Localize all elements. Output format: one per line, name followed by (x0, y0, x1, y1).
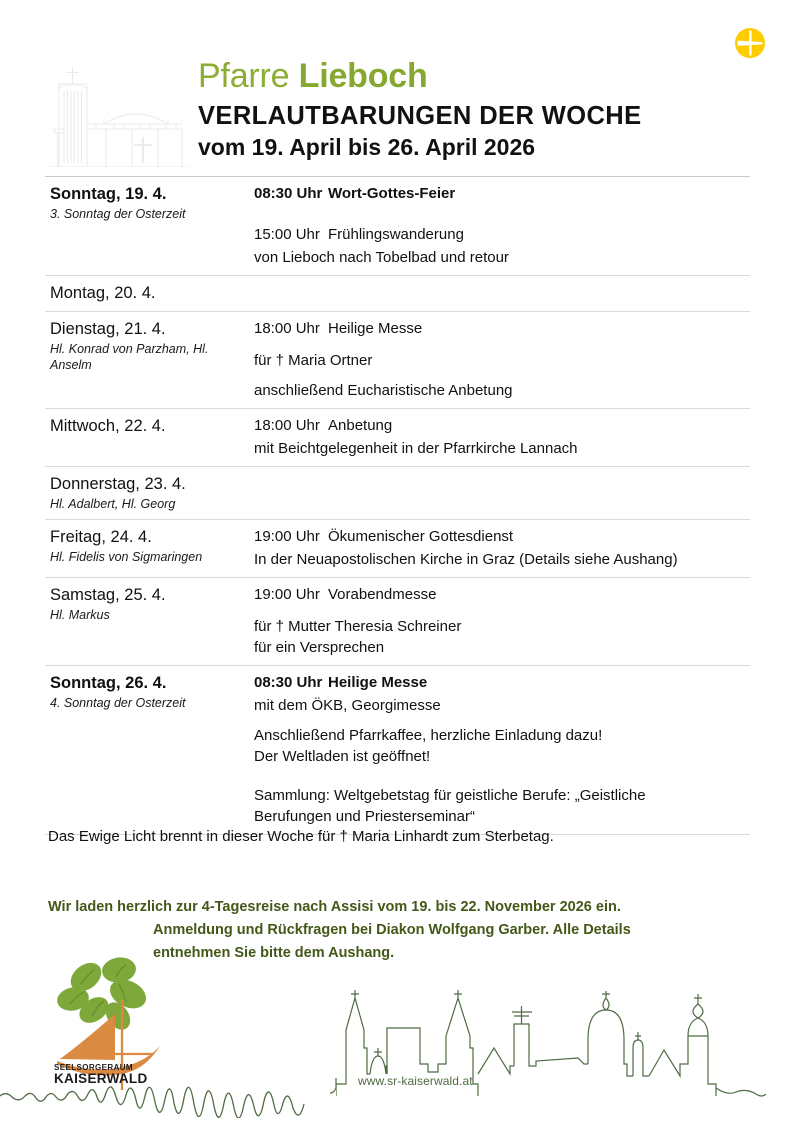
website-url: www.sr-kaiserwald.at (358, 1074, 473, 1088)
schedule-events-cell (250, 672, 750, 827)
logo-name-bottom: KAISERWALD (54, 1071, 148, 1086)
announcement-line-1: Wir laden herzlich zur 4-Tagesreise nach Assisi vom 19. bis 22. November 2026 ein. (48, 899, 621, 915)
schedule-day-cell (45, 318, 250, 373)
event-title: Frühlingswanderung (328, 226, 464, 243)
schedule-events-cell (250, 318, 750, 401)
event-detail-line: mit dem ÖKB, Georgimesse (254, 697, 441, 714)
announcement-line-3: entnehmen Sie bitte dem Aushang. (153, 945, 395, 961)
schedule-row (45, 409, 750, 467)
schedule-day-cell (45, 672, 250, 711)
event-title: Wort-Gottes-Feier (328, 185, 456, 202)
spacer (254, 767, 750, 785)
day-label: Samstag, 25. 4. (50, 586, 166, 604)
schedule-row (45, 520, 750, 578)
event-entry (254, 183, 750, 204)
weekly-schedule-table (45, 176, 750, 835)
page-subtitle: VERLAUTBARUNGEN DER WOCHE (198, 102, 642, 130)
forest-ground-line (0, 1078, 795, 1118)
event-detail-line: für ein Versprechen (254, 639, 385, 656)
event-title: Heilige Messe (328, 320, 423, 337)
schedule-row (45, 578, 750, 666)
eternal-light-note: Das Ewige Licht brennt in dieser Woche für † Maria Linhardt zum Sterbetag. (48, 828, 554, 845)
day-saint-note: Hl. Markus (50, 608, 110, 622)
spacer (254, 607, 750, 616)
event-entry (254, 318, 750, 339)
day-saint-note: Hl. Adalbert, Hl. Georg (50, 497, 176, 511)
spacer (254, 206, 750, 224)
event-detail-line: Berufungen und Priesterseminar“ (254, 808, 475, 825)
event-title: Heilige Messe (328, 674, 428, 691)
parish-prefix: Pfarre (198, 57, 299, 95)
schedule-day-cell (45, 473, 250, 512)
schedule-day-cell (45, 183, 250, 222)
event-detail-line: mit Beichtgelegenheit in der Pfarrkirche Lannach (254, 440, 578, 457)
schedule-day-cell (45, 415, 250, 437)
event-title: Vorabendmesse (328, 586, 437, 603)
event-time: 15:00 Uhr (254, 226, 320, 243)
event-detail-line: für † Mutter Theresia Schreiner (254, 618, 462, 635)
spacer (254, 371, 750, 380)
schedule-events-cell (250, 183, 750, 268)
event-time: 18:00 Uhr (254, 320, 320, 337)
event-title: Ökumenischer Gottesdienst (328, 528, 514, 545)
event-detail-line: für † Maria Ortner (254, 352, 373, 369)
event-time: 19:00 Uhr (254, 586, 320, 603)
event-detail-line: von Lieboch nach Tobelbad und retour (254, 249, 509, 266)
day-label: Sonntag, 19. 4. (50, 185, 167, 203)
schedule-row (45, 312, 750, 409)
day-label: Sonntag, 26. 4. (50, 674, 167, 692)
event-detail-line: Der Weltladen ist geöffnet! (254, 748, 431, 765)
page-header (0, 0, 795, 160)
schedule-row (45, 276, 750, 312)
schedule-row (45, 666, 750, 835)
logo-name-top: SEELSORGERAUM (54, 1063, 133, 1072)
schedule-events-cell (250, 584, 750, 658)
cross-in-circle-icon (733, 26, 767, 60)
schedule-row (45, 177, 750, 276)
day-saint-note: Hl. Konrad von Parzham, Hl. Anselm (50, 342, 209, 372)
tree-with-sail-cross-icon (48, 942, 188, 1092)
event-time: 19:00 Uhr (254, 528, 320, 545)
event-detail-line: In der Neuapostolischen Kirche in Graz (Details siehe Aushang) (254, 551, 678, 568)
schedule-day-cell (45, 584, 250, 623)
day-saint-note: 4. Sonntag der Osterzeit (50, 696, 186, 710)
schedule-day-cell (45, 282, 250, 304)
announcement-line-2: Anmeldung und Rückfragen bei Diakon Wolfgang Garber. Alle Details (153, 922, 631, 938)
day-saint-note: 3. Sonntag der Osterzeit (50, 207, 186, 221)
event-time: 08:30 Uhr (254, 185, 323, 202)
event-entry (254, 526, 750, 547)
event-time: 08:30 Uhr (254, 674, 323, 691)
parish-name: Lieboch (298, 57, 428, 95)
day-saint-note: Hl. Fidelis von Sigmaringen (50, 550, 203, 564)
event-time: 18:00 Uhr (254, 417, 320, 434)
event-entry (254, 672, 750, 693)
schedule-day-cell (45, 526, 250, 565)
church-building-icon (46, 55, 192, 167)
day-label: Dienstag, 21. 4. (50, 320, 166, 338)
event-entry (254, 224, 750, 245)
event-detail-line: anschließend Eucharistische Anbetung (254, 382, 513, 399)
event-detail-line: Anschließend Pfarrkaffee, herzliche Einladung dazu! (254, 727, 603, 744)
spacer (254, 716, 750, 725)
spacer (254, 341, 750, 350)
day-label: Mittwoch, 22. 4. (50, 417, 166, 435)
schedule-events-cell (250, 415, 750, 459)
date-range: vom 19. April bis 26. April 2026 (198, 134, 536, 160)
event-detail-line: Sammlung: Weltgebetstag für geistliche Berufe: „Geistliche (254, 787, 646, 804)
header-titles (198, 56, 758, 162)
schedule-row (45, 467, 750, 520)
day-label: Donnerstag, 23. 4. (50, 475, 186, 493)
day-label: Freitag, 24. 4. (50, 528, 152, 546)
day-label: Montag, 20. 4. (50, 284, 156, 302)
event-entry (254, 415, 750, 436)
schedule-events-cell (250, 526, 750, 570)
event-entry (254, 584, 750, 605)
event-title: Anbetung (328, 417, 393, 434)
page-title (198, 56, 758, 96)
